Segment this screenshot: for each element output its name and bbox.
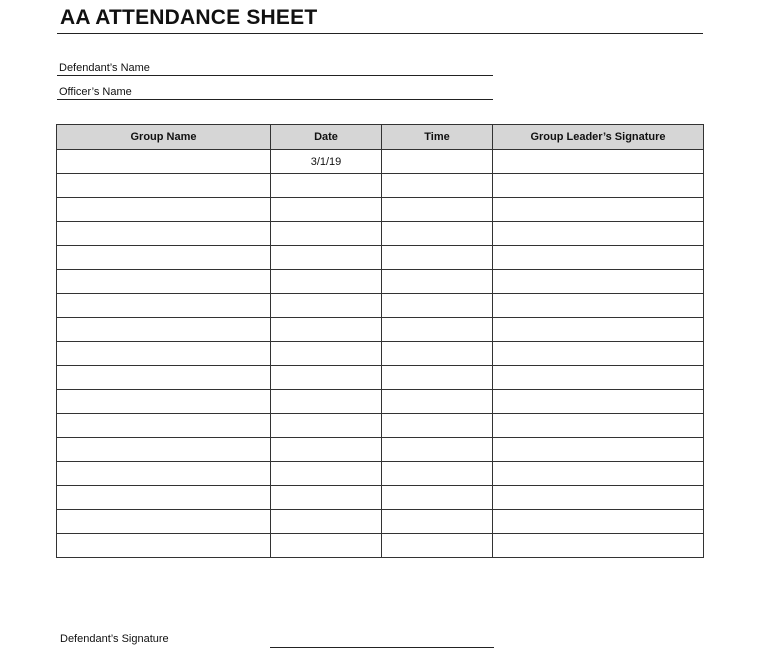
- group-name-cell[interactable]: [57, 198, 271, 222]
- group-name-cell[interactable]: [57, 174, 271, 198]
- date-cell[interactable]: [271, 510, 382, 534]
- time-cell[interactable]: [382, 318, 493, 342]
- table-row: [57, 462, 704, 486]
- group-leader-signature-cell[interactable]: [493, 318, 704, 342]
- header-time: Time: [382, 125, 493, 150]
- table-row: [57, 294, 704, 318]
- time-cell[interactable]: [382, 222, 493, 246]
- date-cell[interactable]: [271, 534, 382, 558]
- time-cell[interactable]: [382, 174, 493, 198]
- group-name-cell[interactable]: [57, 294, 271, 318]
- date-cell[interactable]: [271, 438, 382, 462]
- group-leader-signature-cell[interactable]: [493, 150, 704, 174]
- table-row: [57, 270, 704, 294]
- group-name-cell[interactable]: [57, 246, 271, 270]
- time-cell[interactable]: [382, 198, 493, 222]
- time-cell[interactable]: [382, 294, 493, 318]
- table-row: [57, 510, 704, 534]
- header-group-name: Group Name: [57, 125, 271, 150]
- defendant-signature-label: Defendant’s Signature: [60, 633, 169, 645]
- group-leader-signature-cell[interactable]: [493, 414, 704, 438]
- group-name-cell[interactable]: [57, 318, 271, 342]
- time-cell[interactable]: [382, 486, 493, 510]
- table-row: [57, 486, 704, 510]
- time-cell[interactable]: [382, 510, 493, 534]
- table-row: [57, 342, 704, 366]
- date-cell[interactable]: [271, 342, 382, 366]
- table-row: [57, 414, 704, 438]
- officer-name-field[interactable]: [57, 86, 493, 100]
- group-leader-signature-cell[interactable]: [493, 366, 704, 390]
- group-name-cell[interactable]: [57, 366, 271, 390]
- group-name-cell[interactable]: [57, 486, 271, 510]
- group-name-cell[interactable]: [57, 270, 271, 294]
- group-leader-signature-cell[interactable]: [493, 294, 704, 318]
- date-cell[interactable]: [271, 390, 382, 414]
- table-row: [57, 438, 704, 462]
- date-cell[interactable]: [271, 318, 382, 342]
- table-row: [57, 222, 704, 246]
- group-leader-signature-cell[interactable]: [493, 270, 704, 294]
- group-name-cell[interactable]: [57, 438, 271, 462]
- officer-name-label: Officer’s Name: [59, 86, 132, 98]
- group-leader-signature-cell[interactable]: [493, 222, 704, 246]
- group-name-cell[interactable]: [57, 150, 271, 174]
- group-name-cell[interactable]: [57, 390, 271, 414]
- date-cell[interactable]: [271, 486, 382, 510]
- time-cell[interactable]: [382, 438, 493, 462]
- group-leader-signature-cell[interactable]: [493, 246, 704, 270]
- time-cell[interactable]: [382, 366, 493, 390]
- time-cell[interactable]: [382, 534, 493, 558]
- date-cell[interactable]: [271, 270, 382, 294]
- date-cell[interactable]: [271, 174, 382, 198]
- date-cell[interactable]: [271, 294, 382, 318]
- group-name-cell[interactable]: [57, 342, 271, 366]
- group-leader-signature-cell[interactable]: [493, 462, 704, 486]
- time-cell[interactable]: [382, 246, 493, 270]
- time-cell[interactable]: [382, 270, 493, 294]
- group-leader-signature-cell[interactable]: [493, 438, 704, 462]
- table-row: [57, 318, 704, 342]
- date-cell[interactable]: [271, 414, 382, 438]
- group-name-cell[interactable]: [57, 510, 271, 534]
- group-leader-signature-cell[interactable]: [493, 486, 704, 510]
- date-cell[interactable]: [271, 246, 382, 270]
- table-row: [57, 246, 704, 270]
- group-leader-signature-cell[interactable]: [493, 390, 704, 414]
- time-cell[interactable]: [382, 462, 493, 486]
- date-cell[interactable]: [271, 462, 382, 486]
- time-cell[interactable]: [382, 414, 493, 438]
- table-row: [57, 174, 704, 198]
- group-leader-signature-cell[interactable]: [493, 534, 704, 558]
- time-cell[interactable]: [382, 342, 493, 366]
- group-name-cell[interactable]: [57, 222, 271, 246]
- table-row: [57, 150, 704, 174]
- defendant-signature-line[interactable]: [270, 647, 494, 648]
- title-divider: [57, 33, 703, 34]
- group-leader-signature-cell[interactable]: [493, 198, 704, 222]
- attendance-table-body: [57, 150, 704, 558]
- group-leader-signature-cell[interactable]: [493, 342, 704, 366]
- group-name-cell[interactable]: [57, 462, 271, 486]
- time-cell[interactable]: [382, 150, 493, 174]
- group-name-cell[interactable]: [57, 414, 271, 438]
- table-row: [57, 390, 704, 414]
- attendance-table: [56, 124, 704, 558]
- defendant-name-field[interactable]: [57, 62, 493, 76]
- defendant-name-label: Defendant’s Name: [59, 62, 150, 74]
- table-row: [57, 198, 704, 222]
- group-leader-signature-cell[interactable]: [493, 510, 704, 534]
- header-group-leader-signature: Group Leader’s Signature: [493, 125, 704, 150]
- header-date: Date: [271, 125, 382, 150]
- page-title: AA ATTENDANCE SHEET: [60, 6, 318, 29]
- table-row: [57, 534, 704, 558]
- time-cell[interactable]: [382, 390, 493, 414]
- date-cell[interactable]: [271, 198, 382, 222]
- date-cell[interactable]: 3/1/19: [271, 150, 382, 174]
- date-cell[interactable]: [271, 222, 382, 246]
- group-name-cell[interactable]: [57, 534, 271, 558]
- table-row: [57, 366, 704, 390]
- group-leader-signature-cell[interactable]: [493, 174, 704, 198]
- date-cell[interactable]: [271, 366, 382, 390]
- table-header-row: [57, 125, 704, 150]
